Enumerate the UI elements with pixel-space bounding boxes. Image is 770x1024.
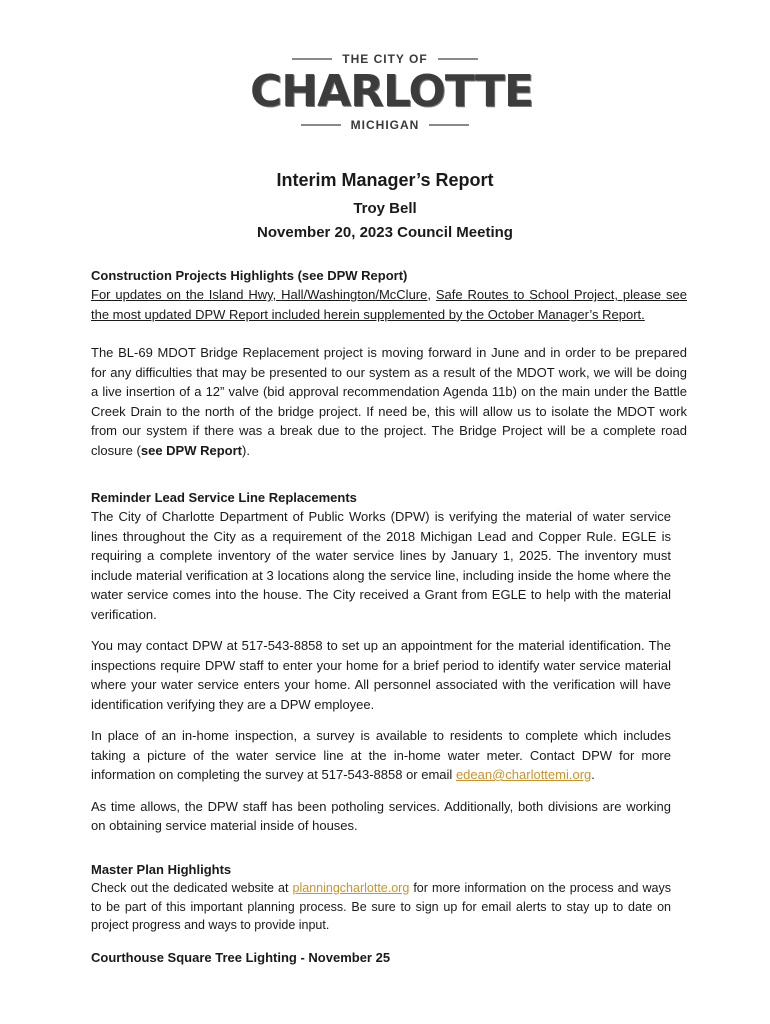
lead-section xyxy=(91,488,671,836)
logo-rule-left xyxy=(292,58,332,60)
updates-text-1: For updates on the Island Hwy, xyxy=(91,287,282,302)
lead-paragraph-3 xyxy=(91,726,671,785)
logo-rule-right-bottom xyxy=(429,124,469,126)
logo-top-row xyxy=(250,52,520,66)
master-plan-paragraph xyxy=(91,879,671,935)
report-title: Interim Manager’s Report xyxy=(276,170,494,190)
updates-text-3: , xyxy=(427,287,436,302)
master-plan-text-start: Check out the dedicated website at xyxy=(91,881,293,895)
email-link[interactable]: edean@charlottemi.org xyxy=(455,767,592,782)
lead-heading: Reminder Lead Service Line Replacements xyxy=(91,490,357,505)
lead-paragraph-2: You may contact DPW at 517-543-8858 to set up an appointment for the material identification. The inspections require DPW staff to enter your home for a brief period to identify water service material where your water service enters your home. All personnel associated with the verification will have identification verifying they are a DPW employee. xyxy=(91,638,671,712)
construction-updates xyxy=(91,285,687,324)
construction-heading: Construction Projects Highlights (see DPW Report) xyxy=(91,268,408,283)
logo-bottom-row xyxy=(250,118,520,132)
master-plan-section xyxy=(91,860,671,935)
lead-paragraph-1: The City of Charlotte Department of Public Works (DPW) is verifying the material of water service lines throughout the City as a requirement of the 2018 Michigan Lead and Copper Rule. EGLE is requiring a complete inventory of the water service lines by January 1, 2025. The inventory must include material verification at 3 locations along the service line, including inside the home where the water service comes into the house. The City received a Grant from EGLE to help with the material verification. xyxy=(91,509,671,622)
city-logo xyxy=(250,52,534,152)
logo-state: MICHIGAN xyxy=(350,118,420,132)
bridge-end: ). xyxy=(242,442,250,458)
updates-text-2: Hall/Washington/McClure xyxy=(281,287,428,302)
bridge-bold: see DPW Report xyxy=(140,442,242,458)
courthouse-heading: Courthouse Square Tree Lighting - November 25 xyxy=(91,950,391,965)
report-author: Troy Bell xyxy=(353,200,417,217)
bridge-text: The BL-69 MDOT Bridge Replacement project is moving forward in June and in order to be prepared for any difficulties that may be presented to our system as a result of the MDOT work, we will be doing a live insertion of a 12” valve (bid approval recommendation Agenda 11b) on the main under the Battle Creek Drain to the north of the bridge project. If need be, this will allow us to isolate the MDOT work from our system if there was a break due to the project. The Bridge Project will be a complete road closure ( xyxy=(91,345,687,458)
updates-text-4: Safe Routes to School Project, please see the most updated DPW Report included herein supplemented by the October Manager’s Report. xyxy=(91,287,687,322)
logo-name: CHARLOTTE xyxy=(250,66,534,117)
master-plan-heading: Master Plan Highlights xyxy=(91,862,232,877)
meeting-date: November 20, 2023 Council Meeting xyxy=(257,224,513,241)
courthouse-section xyxy=(91,948,687,967)
logo-top-text: THE CITY OF xyxy=(342,52,428,66)
planning-link[interactable]: planningcharlotte.org xyxy=(292,881,410,895)
lead-p3-end: . xyxy=(591,767,595,782)
lead-paragraph-4: As time allows, the DPW staff has been potholing services. Additionally, both divisions are working on obtaining service material inside of houses. xyxy=(91,798,671,833)
logo-rule-left-bottom xyxy=(301,124,341,126)
construction-section xyxy=(91,266,687,460)
lead-p3-start: In place of an in-home inspection, a survey is available to residents to complete which includes taking a picture of the water service line at the in-home water meter. Contact DPW for more information on completing the survey at 517-543-8858 or email xyxy=(91,728,671,782)
logo-rule-right xyxy=(438,58,478,60)
master-plan-text-end: for more information on the process and ways to be part of this important planning process. Be sure to sign up for email alerts to stay up to date on project progress and ways to provide input. xyxy=(91,881,671,932)
bridge-paragraph xyxy=(91,343,687,460)
